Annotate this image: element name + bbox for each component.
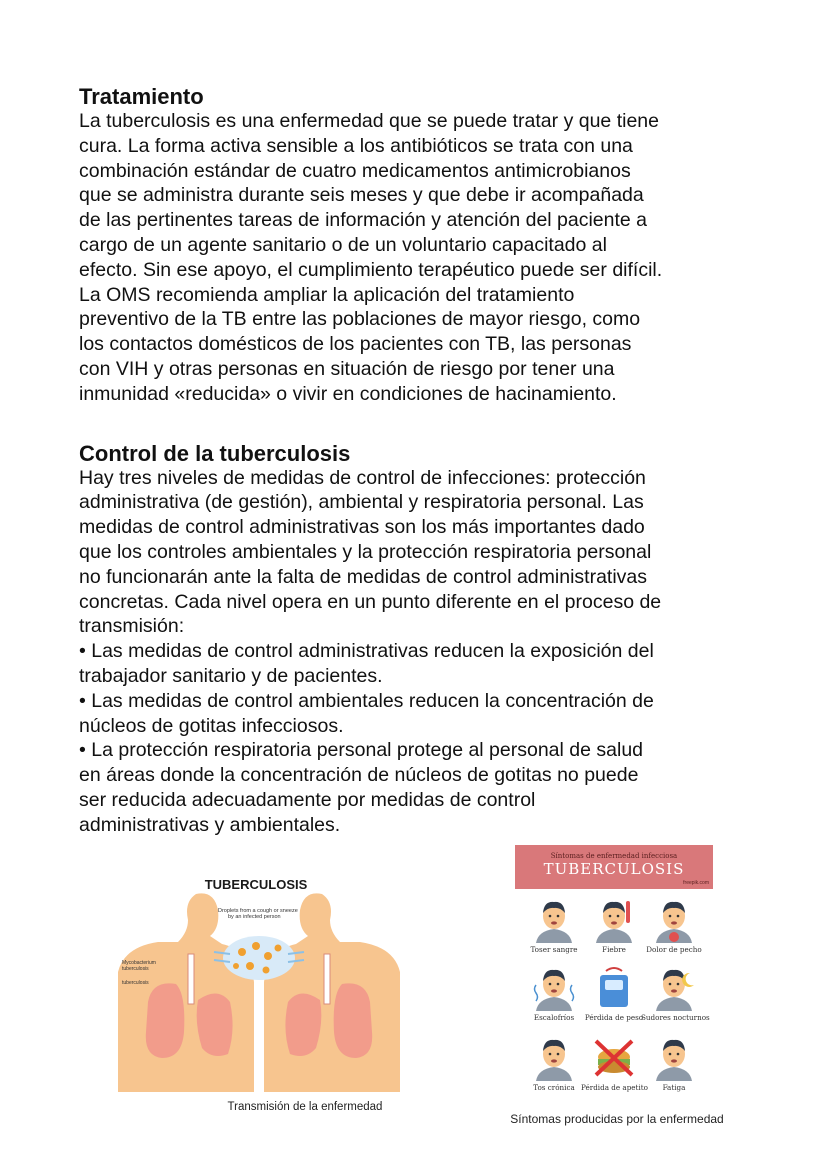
symptom-item: [641, 1035, 707, 1095]
chills-icon: [521, 965, 587, 1011]
symptom-label: Sudores nocturnos: [641, 1013, 710, 1022]
symptom-item: [581, 965, 647, 1025]
night-sweats-icon: [641, 965, 707, 1011]
section-control: [79, 441, 759, 838]
droplets-label-2: by an infected person: [228, 914, 281, 920]
figure-transmission: [118, 862, 400, 1094]
symptoms-title: TUBERCULOSIS: [543, 860, 685, 878]
text-line: que se administra durante seis meses y que debe ir acompañada: [79, 184, 644, 207]
symptom-label: Fatiga: [662, 1083, 686, 1092]
text-line: La tuberculosis es una enfermedad que se puede tratar y que tiene: [79, 110, 659, 132]
symptom-label: Tos crónica: [533, 1083, 575, 1092]
mycobacterium-label-1: Mycobacterium: [122, 960, 156, 966]
symptom-item: [521, 897, 587, 957]
text-line: que los controles ambientales y la protección respiratoria personal: [79, 540, 652, 563]
text-line: transmisión:: [79, 615, 185, 638]
symptom-label: Dolor de pecho: [646, 945, 702, 954]
fatigue-icon: [641, 1035, 707, 1081]
text-line: La OMS recomienda ampliar la aplicación del tratamiento: [79, 283, 575, 306]
text-line: • Las medidas de control ambientales reducen la concentración de: [79, 689, 654, 712]
text-line: núcleos de gotitas infecciosos.: [79, 714, 344, 737]
weight-loss-icon: [581, 965, 647, 1011]
text-line: en áreas donde la concentración de núcleos de gotitas no puede: [79, 764, 639, 787]
symptom-item: [581, 897, 647, 957]
symptom-label: Toser sangre: [530, 945, 578, 954]
symptom-item: [641, 897, 707, 957]
figure1-caption: Transmisión de la enfermedad: [227, 1101, 383, 1113]
figure1-title: TUBERCULOSIS: [204, 877, 308, 892]
text-line: ser reducida adecuadamente por medidas de control: [79, 788, 536, 811]
symptom-item: [581, 1035, 647, 1095]
symptom-label: Pérdida de apetito: [581, 1083, 648, 1092]
symptom-label: Fiebre: [602, 945, 626, 954]
text-line: combinación estándar de cuatro medicamentos antimicrobianos: [79, 159, 631, 182]
figure-symptoms: [515, 845, 713, 1100]
text-line: con VIH y otras personas en situación de riesgo por tener una: [79, 357, 615, 380]
heading-control: Control de la tuberculosis: [79, 440, 351, 466]
text-line: inmunidad «reducida» o vivir en condiciones de hacinamiento.: [79, 382, 617, 405]
section-tratamiento: [79, 84, 759, 407]
symptom-item: [521, 965, 587, 1025]
tuberculosis-label: tuberculosis: [122, 980, 149, 986]
text-line: concretas. Cada nivel opera en un punto diferente en el proceso de: [79, 590, 662, 613]
text-line: preventivo de la TB entre las poblaciones de mayor riesgo, como: [79, 308, 641, 331]
symptom-label: Pérdida de peso: [584, 1013, 644, 1022]
symptom-item: [641, 965, 710, 1025]
text-line: • Las medidas de control administrativas reducen la exposición del: [79, 640, 654, 663]
mycobacterium-label-2: tuberculosis: [122, 966, 149, 972]
figure2-caption: Síntomas producidas por la enfermedad: [510, 1112, 724, 1126]
chest-pain-icon: [641, 897, 707, 943]
text-line: administrativa (de gestión), ambiental y respiratoria personal. Las: [79, 491, 644, 514]
text-line: • La protección respiratoria personal protege al personal de salud: [79, 739, 644, 762]
text-line: no funcionarán ante la falta de medidas de control administrativas: [79, 565, 648, 588]
fever-icon: [581, 897, 647, 943]
symptoms-banner: [515, 845, 713, 889]
text-line: trabajador sanitario y de pacientes.: [79, 664, 383, 687]
document-body: [79, 84, 759, 838]
chronic-cough-icon: [521, 1035, 587, 1081]
text-line: de las pertinentes tareas de información y atención del paciente a: [79, 209, 648, 232]
paragraph-control: [79, 466, 759, 838]
text-line: los contactos domésticos de los pacientes con TB, las personas: [79, 333, 632, 356]
heading-tratamiento: Tratamiento: [79, 84, 204, 109]
symptoms-subtitle: Síntomas de enfermedad infecciosa: [550, 852, 678, 860]
symptom-label: Escalofríos: [533, 1013, 575, 1022]
symptom-item: [521, 1035, 587, 1095]
text-line: efecto. Sin ese apoyo, el cumplimiento terapéutico puede ser difícil.: [79, 258, 663, 281]
transmission-illustration: [118, 862, 400, 1094]
appetite-loss-icon: [581, 1035, 647, 1081]
cough-blood-icon: [521, 897, 587, 943]
text-line: administrativas y ambientales.: [79, 813, 341, 836]
text-line: cargo de un agente sanitario o de un voluntario capacitado al: [79, 233, 607, 256]
left-person: [118, 893, 254, 1092]
text-line: cura. La forma activa sensible a los antibióticos se trata con una: [79, 134, 633, 157]
right-person: [264, 893, 400, 1092]
text-line: medidas de control administrativas son los más importantes dado: [79, 516, 645, 539]
droplets-label-1: Droplets from a cough or sneeze: [218, 908, 298, 914]
paragraph-tratamiento: [79, 109, 759, 407]
text-line: Hay tres niveles de medidas de control de infecciones: protección: [79, 466, 646, 489]
symptoms-brand: freepik.com: [683, 880, 709, 886]
